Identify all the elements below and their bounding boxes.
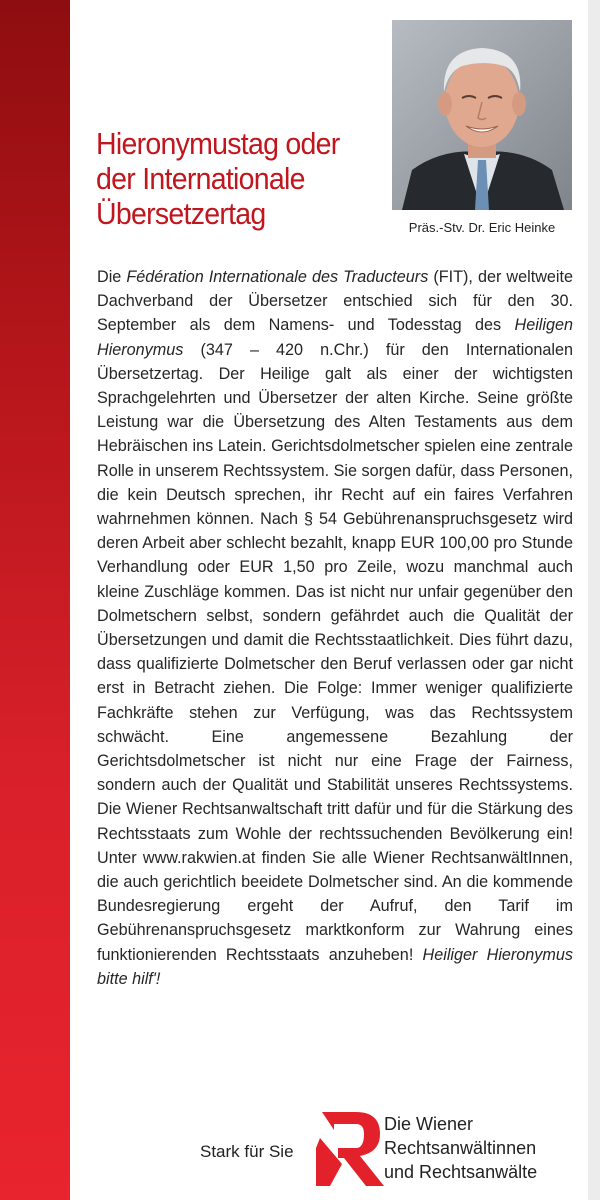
- photo-caption: Präs.-Stv. Dr. Eric Heinke: [408, 220, 556, 235]
- body-text-3: (347 – 420 n.Chr.) für den Internationalen Übersetzertag. Der Heilige galt als einer der wichtigsten Sprachgelehrten und Übersetzer der alten Kirche. Seine größte Leistung war die Übersetzung des Alten Testaments aus dem Hebräischen ins Latein. Gerichtsdolmetscher spielen eine zentrale Rolle in unserem Rechtssystem. Sie sorgen dafür, dass Personen, die kein Deutsch sprechen, ihr Recht auf ein faires Verfahren wahrnehmen können. Nach § 54 Gebührenanspruchsgesetz wird deren Arbeit aber schlecht bezahlt, knapp EUR 100,00 pro Stunde Verhandlung oder EUR 1,50 pro Zeile, wozu manchmal auch kleine Zuschläge kommen. Das ist nicht nur unfair gegenüber den Dolmetschern selbst, sondern gefährdet auch die Qualität der Übersetzungen und damit die Rechtsstaatlichkeit. Dies führt dazu, dass qualifizierte Dolmetscher den Beruf verlassen oder gar nicht erst in Betracht ziehen. Die Folge: Immer weniger qualifizierte Fachkräfte stehen zur Verfügung, was das Rechtssystem schwächt. Eine angemessene Bezahlung der Gerichtsdolmetscher ist nicht nur eine Frage der Fairness, sondern auch der Qualität und Stabilität unseres Rechtssystems. Die Wiener Rechtsanwaltschaft tritt dafür und für die Stärkung des Rechtsstaats zum Wohle der rechtssuchenden Bevölkerung ein! Unter www.rakwien.at finden Sie alle Wiener RechtsanwältInnen, die auch gerichtlich beeidete Dolmetscher sind. An die kommende Bundesregierung ergeht der Aufruf, den Tarif im Gebührenanspruchsgesetz marktkonform zur Wahrung eines funktionierenden Rechtsstaats anzuheben!: [97, 340, 573, 964]
- body-text-1: Die: [97, 268, 127, 286]
- body-italic-hieronymus: Heiligen Hieronymus: [97, 316, 573, 359]
- org-line-3: und Rechtsanwälte: [384, 1162, 538, 1182]
- article-headline: Hieronymustag oder der Internationale Übersetzertag: [96, 126, 340, 231]
- footer-slogan: Stark für Sie: [200, 1142, 294, 1161]
- org-line-1: Die Wiener: [384, 1114, 474, 1134]
- org-line-2: Rechtsanwältinnen: [384, 1138, 537, 1158]
- red-side-bar: [0, 0, 70, 1200]
- article-body: [97, 265, 573, 991]
- body-text-2: (FIT), der weltweite Dachverband der Übersetzer entschied sich für den 30. September als dem Namens- und Todesstag des: [97, 268, 573, 335]
- portrait-photo: [392, 20, 572, 210]
- page-edge: [588, 0, 600, 1200]
- organization-name: [384, 1112, 537, 1184]
- body-italic-closing: Heiliger Hieronymus bitte hilf'!: [97, 945, 573, 988]
- r-logo-icon: [316, 1108, 386, 1188]
- body-italic-fit: Fédération Internationale des Traducteurs: [126, 268, 429, 286]
